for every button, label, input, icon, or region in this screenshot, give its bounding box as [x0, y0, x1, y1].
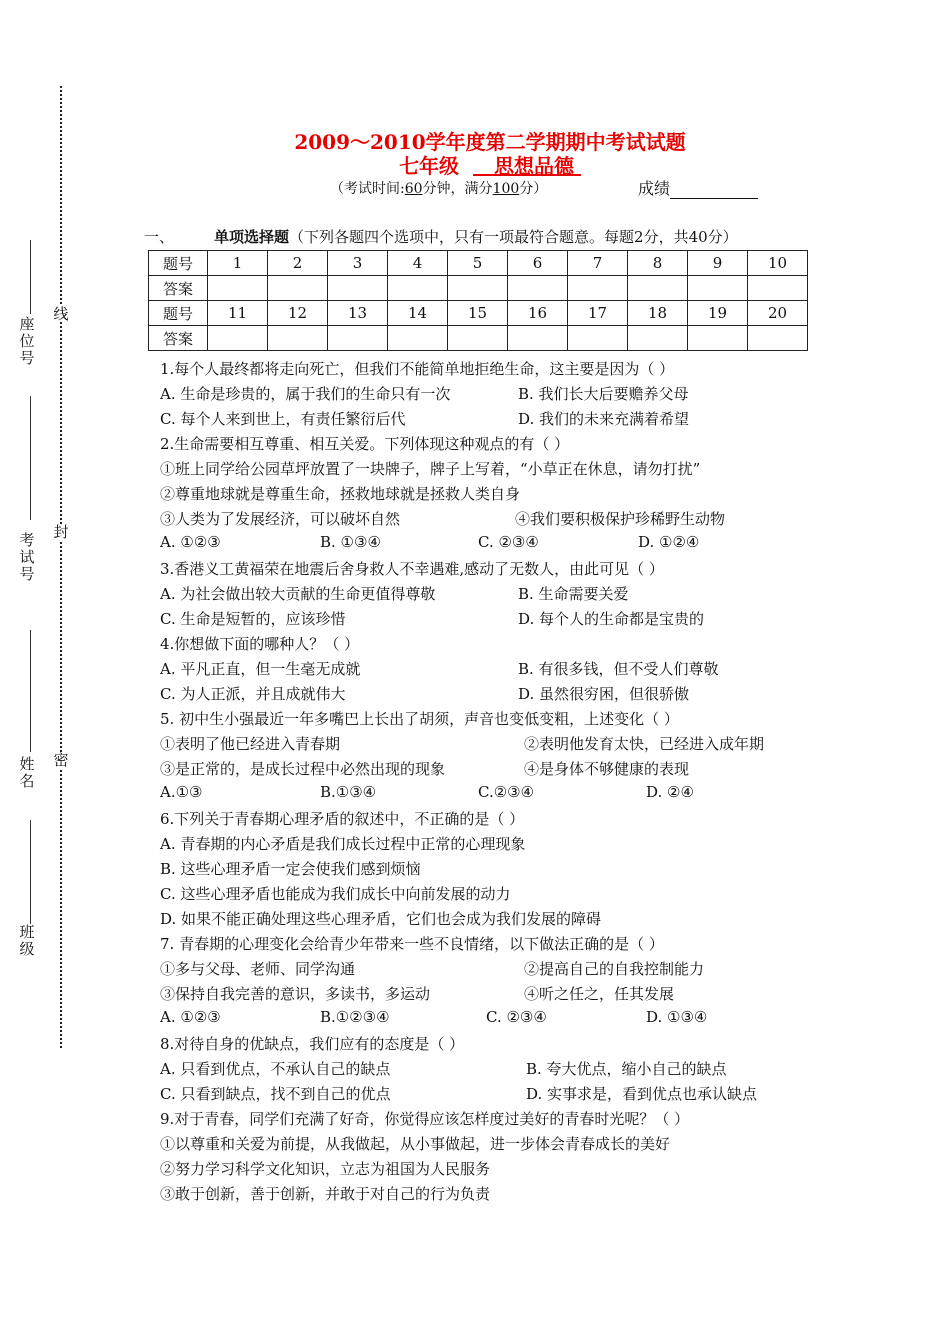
answer-cell[interactable]	[628, 276, 688, 301]
option-text: A.①③	[160, 783, 203, 801]
answer-cell[interactable]	[688, 276, 748, 301]
option-text: B.①②③④	[320, 1008, 390, 1026]
option-text: A. 为社会做出较大贡献的生命更值得尊敬	[160, 585, 436, 603]
option-text: B. 生命需要关爱	[518, 585, 629, 603]
question-text: ①以尊重和关爱为前提，从我做起，从小事做起，进一步体会青春成长的美好	[160, 1135, 671, 1153]
answer-cell[interactable]	[328, 276, 388, 301]
option-text: B. 夸大优点，缩小自己的缺点	[526, 1060, 727, 1078]
question-number-cell: 1	[208, 251, 268, 276]
name-blank[interactable]	[30, 630, 31, 752]
question-text: 8.对待自身的优缺点，我们应有的态度是（ ）	[160, 1035, 465, 1053]
section-note: （下列各题四个选项中，只有一项最符合题意。每题2分，共40分）	[289, 228, 738, 246]
question-number-cell: 20	[748, 301, 808, 326]
option-text: C. 为人正派，并且成就伟大	[160, 685, 346, 703]
question-number-cell: 3	[328, 251, 388, 276]
option-text: A. 平凡正直，但一生毫无成就	[160, 660, 361, 678]
option-text: D. ②④	[646, 783, 694, 801]
option-text: ③保持自我完善的意识，多读书，多运动	[160, 985, 431, 1003]
class-label: 班级	[19, 923, 35, 958]
table-header-cell: 答案	[149, 326, 208, 351]
answer-cell[interactable]	[268, 326, 328, 351]
answer-cell[interactable]	[748, 276, 808, 301]
answer-cell[interactable]	[388, 276, 448, 301]
question-text: 2.生命需要相互尊重、相互关爱。下列体现这种观点的有（ ）	[160, 435, 570, 453]
question-number-cell: 6	[508, 251, 568, 276]
answer-cell[interactable]	[568, 326, 628, 351]
option-text: ①多与父母、老师、同学沟通	[160, 960, 356, 978]
question-text: 5. 初中生小强最近一年多嘴巴上长出了胡须，声音也变低变粗，上述变化（ ）	[160, 710, 679, 728]
exam-number-blank[interactable]	[30, 396, 31, 520]
question-text: A. 青春期的内心矛盾是我们成长过程中正常的心理现象	[160, 835, 526, 853]
question-number-cell: 4	[388, 251, 448, 276]
answer-cell[interactable]	[448, 276, 508, 301]
table-row-numbers-2	[149, 301, 808, 326]
answer-cell[interactable]	[688, 326, 748, 351]
section-heading	[144, 226, 738, 247]
answer-cell[interactable]	[628, 326, 688, 351]
question-number-cell: 14	[388, 301, 448, 326]
question-number-cell: 12	[268, 301, 328, 326]
option-text: ③人类为了发展经济，可以破坏自然	[160, 510, 401, 528]
option-text: A. ①②③	[160, 533, 221, 551]
subject: 思想品德	[493, 154, 574, 178]
option-text: D. 实事求是，看到优点也承认缺点	[526, 1085, 758, 1103]
option-text: A. 只看到优点，不承认自己的缺点	[160, 1060, 391, 1078]
question-text: ②尊重地球就是尊重生命，拯救地球就是拯救人类自身	[160, 485, 521, 503]
question-number-cell: 10	[748, 251, 808, 276]
score-field	[638, 176, 758, 199]
seat-number-blank[interactable]	[30, 240, 31, 314]
answer-cell[interactable]	[328, 326, 388, 351]
binding-word-feng: 封	[53, 523, 69, 541]
option-text: A. 生命是珍贵的，属于我们的生命只有一次	[160, 385, 451, 403]
option-text: ①表明了他已经进入青春期	[160, 735, 341, 753]
question-text: 1.每个人最终都将走向死亡，但我们不能简单地拒绝生命，这主要是因为（ ）	[160, 360, 675, 378]
question-text: C. 这些心理矛盾也能成为我们成长中向前发展的动力	[160, 885, 511, 903]
exam-number-label: 考试号	[19, 531, 35, 583]
option-text: D. 虽然很穷困，但很骄傲	[518, 685, 690, 703]
option-text: C. 只看到缺点，找不到自己的优点	[160, 1085, 391, 1103]
option-text: C.②③④	[478, 783, 535, 801]
option-text: ②提高自己的自我控制能力	[524, 960, 705, 978]
name-label: 姓名	[19, 755, 35, 790]
option-text: C. 每个人来到世上，有责任繁衍后代	[160, 410, 406, 428]
question-text: ③敢于创新，善于创新，并敢于对自己的行为负责	[160, 1185, 491, 1203]
option-text: C. 生命是短暂的，应该珍惜	[160, 610, 346, 628]
binding-dotted-line	[60, 86, 62, 1048]
option-text: C. ②③④	[486, 1008, 547, 1026]
exam-title: 2009～2010学年度第二学期期中考试试题	[294, 130, 686, 154]
question-text: 7. 青春期的心理变化会给青少年带来一些不良情绪，以下做法正确的是（ ）	[160, 935, 664, 953]
option-text: A. ①②③	[160, 1008, 221, 1026]
question-number-cell: 11	[208, 301, 268, 326]
option-text: B.①③④	[320, 783, 377, 801]
option-text: B. 有很多钱，但不受人们尊敬	[518, 660, 719, 678]
question-text: 6.下列关于青春期心理矛盾的叙述中，不正确的是（ ）	[160, 810, 525, 828]
grade: 七年级	[399, 154, 460, 178]
answer-cell[interactable]	[208, 326, 268, 351]
question-text: 3.香港义工黄福荣在地震后舍身救人不幸遇难,感动了无数人，由此可见（ ）	[160, 560, 664, 578]
answer-cell[interactable]	[748, 326, 808, 351]
table-row-numbers-1	[149, 251, 808, 276]
table-row-answers-2	[149, 326, 808, 351]
option-text: C. ②③④	[478, 533, 539, 551]
option-text: D. 每个人的生命都是宝贵的	[518, 610, 705, 628]
binding-word-mi: 密	[53, 751, 69, 769]
option-text: ④听之任之，任其发展	[524, 985, 675, 1003]
score-label: 成绩	[638, 179, 671, 198]
question-text: 9.对于青春，同学们充满了好奇，你觉得应该怎样度过美好的青春时光呢？（ ）	[160, 1110, 690, 1128]
answer-table	[148, 250, 808, 351]
section-title: 单项选择题	[214, 228, 290, 246]
question-number-cell: 13	[328, 301, 388, 326]
table-row-answers-1	[149, 276, 808, 301]
option-text: D. ①③④	[646, 1008, 708, 1026]
section-number: 一、	[144, 228, 175, 246]
option-text: ③是正常的，是成长过程中必然出现的现象	[160, 760, 446, 778]
option-text: ②表明他发育太快，已经进入成年期	[524, 735, 765, 753]
exam-time: 60	[404, 181, 423, 197]
exam-info: （考试时间:60分钟，满分100分）	[330, 181, 548, 197]
seat-number-label: 座位号	[19, 315, 35, 367]
question-text: ②努力学习科学文化知识，立志为祖国为人民服务	[160, 1160, 491, 1178]
answer-cell[interactable]	[388, 326, 448, 351]
question-number-cell: 2	[268, 251, 328, 276]
question-number-cell: 5	[448, 251, 508, 276]
question-text: D. 如果不能正确处理这些心理矛盾，它们也会成为我们发展的障碍	[160, 910, 602, 928]
full-score: 100	[492, 181, 520, 197]
answer-cell[interactable]	[448, 326, 508, 351]
option-text: B. 我们长大后要赡养父母	[518, 385, 689, 403]
option-text: D. 我们的未来充满着希望	[518, 410, 690, 428]
table-header-cell: 题号	[149, 301, 208, 326]
grade-subject	[0, 150, 950, 179]
answer-cell[interactable]	[508, 326, 568, 351]
question-text: ①班上同学给公园草坪放置了一块牌子，牌子上写着，“小草正在休息，请勿打扰”	[160, 460, 701, 478]
option-text: D. ①②④	[638, 533, 700, 551]
question-number-cell: 18	[628, 301, 688, 326]
answer-cell[interactable]	[208, 276, 268, 301]
question-number-cell: 15	[448, 301, 508, 326]
question-text: 4.你想做下面的哪种人？（ ）	[160, 635, 360, 653]
binding-word-xian: 线	[53, 305, 69, 323]
question-number-cell: 9	[688, 251, 748, 276]
question-number-cell: 16	[508, 301, 568, 326]
score-blank[interactable]	[670, 182, 758, 199]
option-text: ④是身体不够健康的表现	[524, 760, 690, 778]
question-number-cell: 19	[688, 301, 748, 326]
answer-cell[interactable]	[508, 276, 568, 301]
option-text: ④我们要积极保护珍稀野生动物	[515, 510, 726, 528]
answer-cell[interactable]	[268, 276, 328, 301]
table-header-cell: 答案	[149, 276, 208, 301]
table-header-cell: 题号	[149, 251, 208, 276]
answer-cell[interactable]	[568, 276, 628, 301]
question-text: B. 这些心理矛盾一定会使我们感到烦恼	[160, 860, 421, 878]
question-number-cell: 8	[628, 251, 688, 276]
class-blank[interactable]	[30, 820, 31, 924]
question-number-cell: 17	[568, 301, 628, 326]
option-text: B. ①③④	[320, 533, 381, 551]
question-number-cell: 7	[568, 251, 628, 276]
